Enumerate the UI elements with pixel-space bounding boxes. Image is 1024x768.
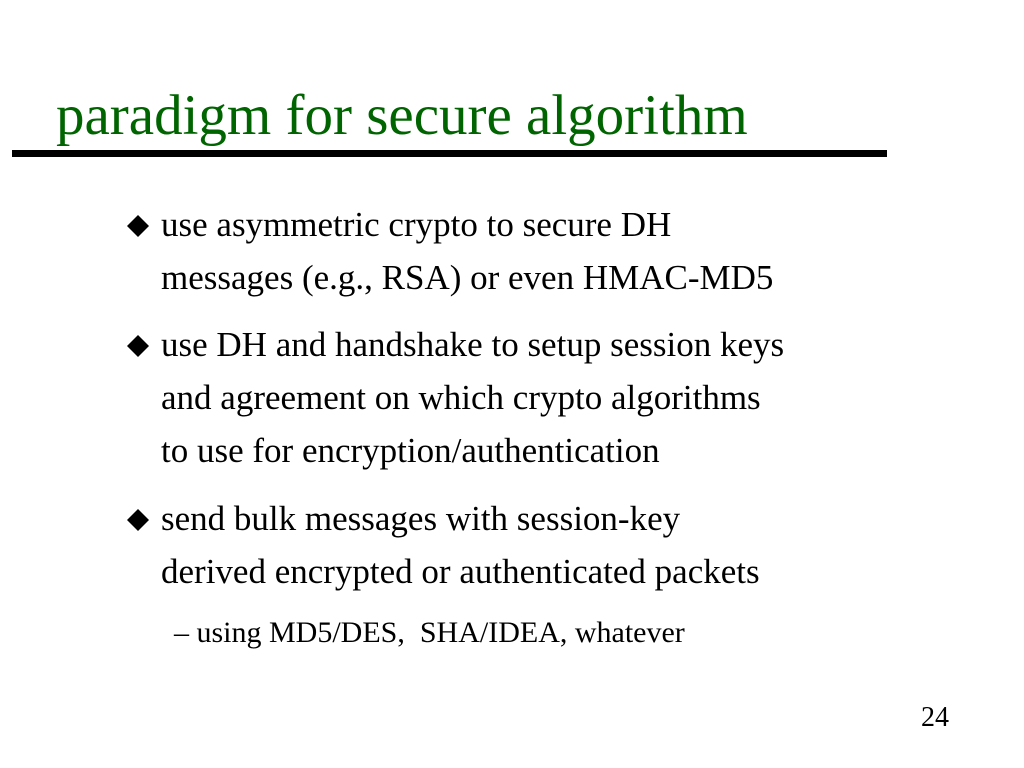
- bullet-line: use DH and handshake to setup session keys: [161, 325, 785, 364]
- bullet-text: [161, 492, 1004, 598]
- bullet-line: to use for encryption/authentication: [161, 431, 660, 470]
- page-number: 24: [921, 702, 949, 733]
- diamond-icon: [124, 198, 160, 251]
- bullet-item: [124, 318, 1004, 477]
- slide-title: paradigm for secure algorithm: [56, 84, 748, 147]
- bullet-item: [124, 492, 1004, 598]
- sub-bullet-item: – using MD5/DES, SHA/IDEA, whatever: [174, 616, 685, 649]
- diamond-icon: [124, 318, 160, 371]
- bullet-text: [161, 198, 1004, 304]
- bullet-line: derived encrypted or authenticated packets: [161, 552, 760, 591]
- bullet-item: [124, 198, 1004, 304]
- bullet-line: send bulk messages with session-key: [161, 499, 681, 538]
- bullet-text: [161, 318, 1004, 477]
- bullet-line: and agreement on which crypto algorithms: [161, 378, 761, 417]
- bullet-line: messages (e.g., RSA) or even HMAC-MD5: [161, 258, 774, 297]
- diamond-icon: [124, 492, 160, 545]
- bullet-line: use asymmetric crypto to secure DH: [161, 205, 672, 244]
